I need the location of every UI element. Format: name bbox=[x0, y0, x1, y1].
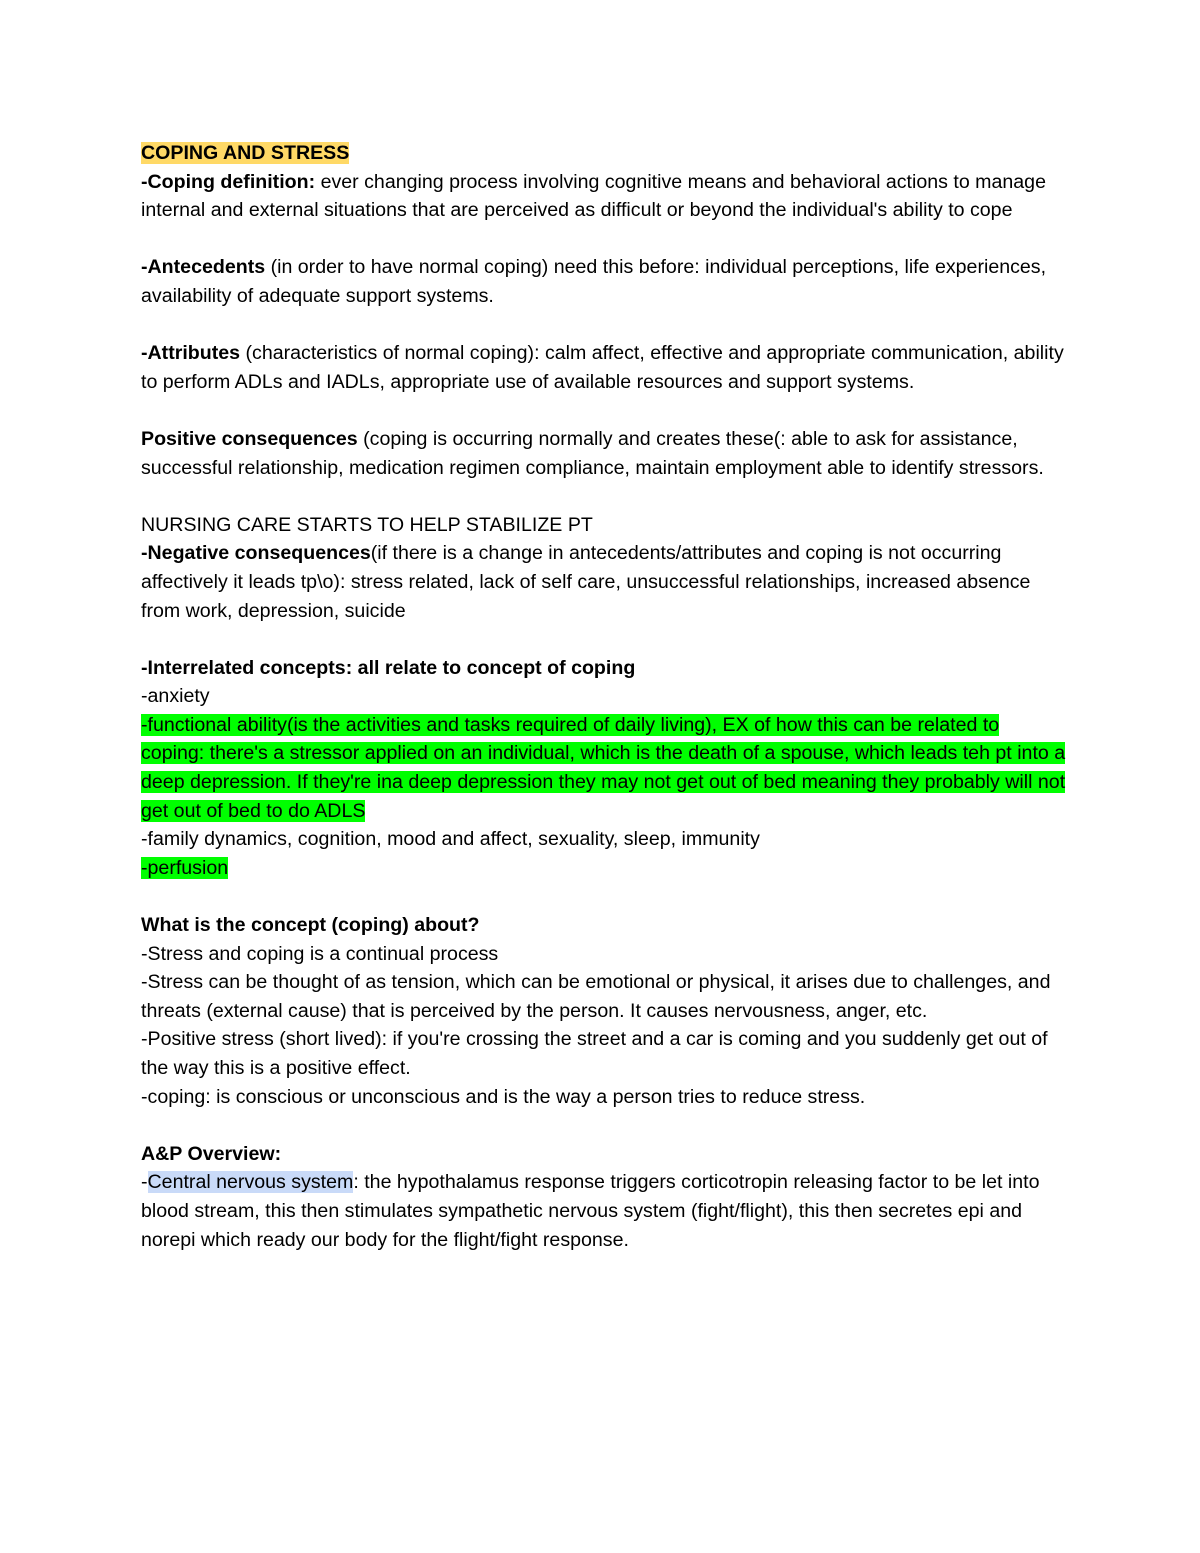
title-text: COPING AND STRESS bbox=[141, 142, 350, 164]
negative-consequences-term: -Negative consequences bbox=[141, 542, 371, 565]
interrelated-family: -family dynamics, cognition, mood and affect, sexuality, sleep, immunity bbox=[141, 828, 760, 851]
concept-about-item: -Positive stress (short lived): if you're crossing the street and a car is coming and you suddenly get out of the way this is a positive effect. bbox=[141, 1028, 1048, 1079]
functional-ability-text: -functional ability(is the activities and tasks required of daily living), EX of how this can be related to coping: there's a stressor applied on an individual, which is the death of a spouse, which leads teh pt into a deep depression. If they're ina deep depression they may not get out of bed meaning they probably will not get out of bed to do ADLS bbox=[141, 713, 1066, 822]
interrelated-anxiety: -anxiety bbox=[141, 685, 210, 708]
interrelated-perfusion bbox=[141, 854, 1066, 883]
nursing-care-line: NURSING CARE STARTS TO HELP STABILIZE PT bbox=[141, 513, 593, 536]
concept-about-item: -Stress can be thought of as tension, which can be emotional or physical, it arises due to challenges, and threats (external cause) that is perceived by the person. It causes nervousness, anger, etc. bbox=[141, 971, 1051, 1022]
ap-overview-paragraph bbox=[141, 1168, 1066, 1254]
interrelated-functional-ability bbox=[141, 711, 1066, 825]
attributes-paragraph bbox=[141, 339, 1066, 396]
perfusion-text: -perfusion bbox=[141, 856, 229, 879]
positive-consequences-paragraph bbox=[141, 425, 1066, 482]
ap-overview-dash: - bbox=[141, 1171, 148, 1194]
concept-about-item: -coping: is conscious or unconscious and is the way a person tries to reduce stress. bbox=[141, 1085, 866, 1108]
coping-definition-paragraph bbox=[141, 168, 1066, 225]
spacer bbox=[141, 1111, 1066, 1140]
ap-overview-heading: A&P Overview: bbox=[141, 1142, 282, 1165]
antecedents-text: (in order to have normal coping) need this before: individual perceptions, life experiences, availability of adequate support systems. bbox=[141, 256, 1047, 307]
interrelated-heading: -Interrelated concepts: all relate to concept of coping bbox=[141, 656, 636, 679]
spacer bbox=[141, 396, 1066, 425]
spacer bbox=[141, 311, 1066, 340]
coping-definition-term: -Coping definition: bbox=[141, 170, 316, 193]
spacer bbox=[141, 225, 1066, 254]
positive-consequences-term: Positive consequences bbox=[141, 427, 358, 450]
concept-about-heading: What is the concept (coping) about? bbox=[141, 914, 480, 937]
antecedents-paragraph bbox=[141, 253, 1066, 310]
spacer bbox=[141, 882, 1066, 911]
concept-about-item: -Stress and coping is a continual process bbox=[141, 942, 499, 965]
positive-consequences-text: (coping is occurring normally and creates these(: able to ask for assistance, successful relationship, medication regimen compliance, maintain employment able to identify stressors. bbox=[141, 427, 1044, 479]
spacer bbox=[141, 625, 1066, 654]
antecedents-term: -Antecedents bbox=[141, 256, 266, 279]
document-page bbox=[141, 139, 1066, 1254]
cns-term: Central nervous system bbox=[147, 1171, 354, 1194]
coping-definition-text: ever changing process involving cognitive means and behavioral actions to manage internal and external situations that are perceived as difficult or beyond the individual's ability to cope bbox=[141, 170, 1046, 222]
negative-consequences-paragraph bbox=[141, 539, 1066, 625]
document-title bbox=[141, 139, 1066, 168]
spacer bbox=[141, 482, 1066, 511]
ap-overview-text: : the hypothalamus response triggers corticotropin releasing factor to be let into blood stream, this then stimulates sympathetic nervous system (fight/flight), this then secretes epi and norepi which ready our body for the flight/fight response. bbox=[141, 1171, 1040, 1251]
attributes-text: (characteristics of normal coping): calm affect, effective and appropriate communication, ability to perform ADLs and IADLs, appropriate use of available resources and support systems. bbox=[141, 342, 1064, 393]
attributes-term: -Attributes bbox=[141, 342, 241, 365]
negative-consequences-text: (if there is a change in antecedents/attributes and coping is not occurring affectively it leads tp\o): stress related, lack of self care, unsuccessful relationships, increased absence from work, depression, suicide bbox=[141, 542, 1031, 622]
